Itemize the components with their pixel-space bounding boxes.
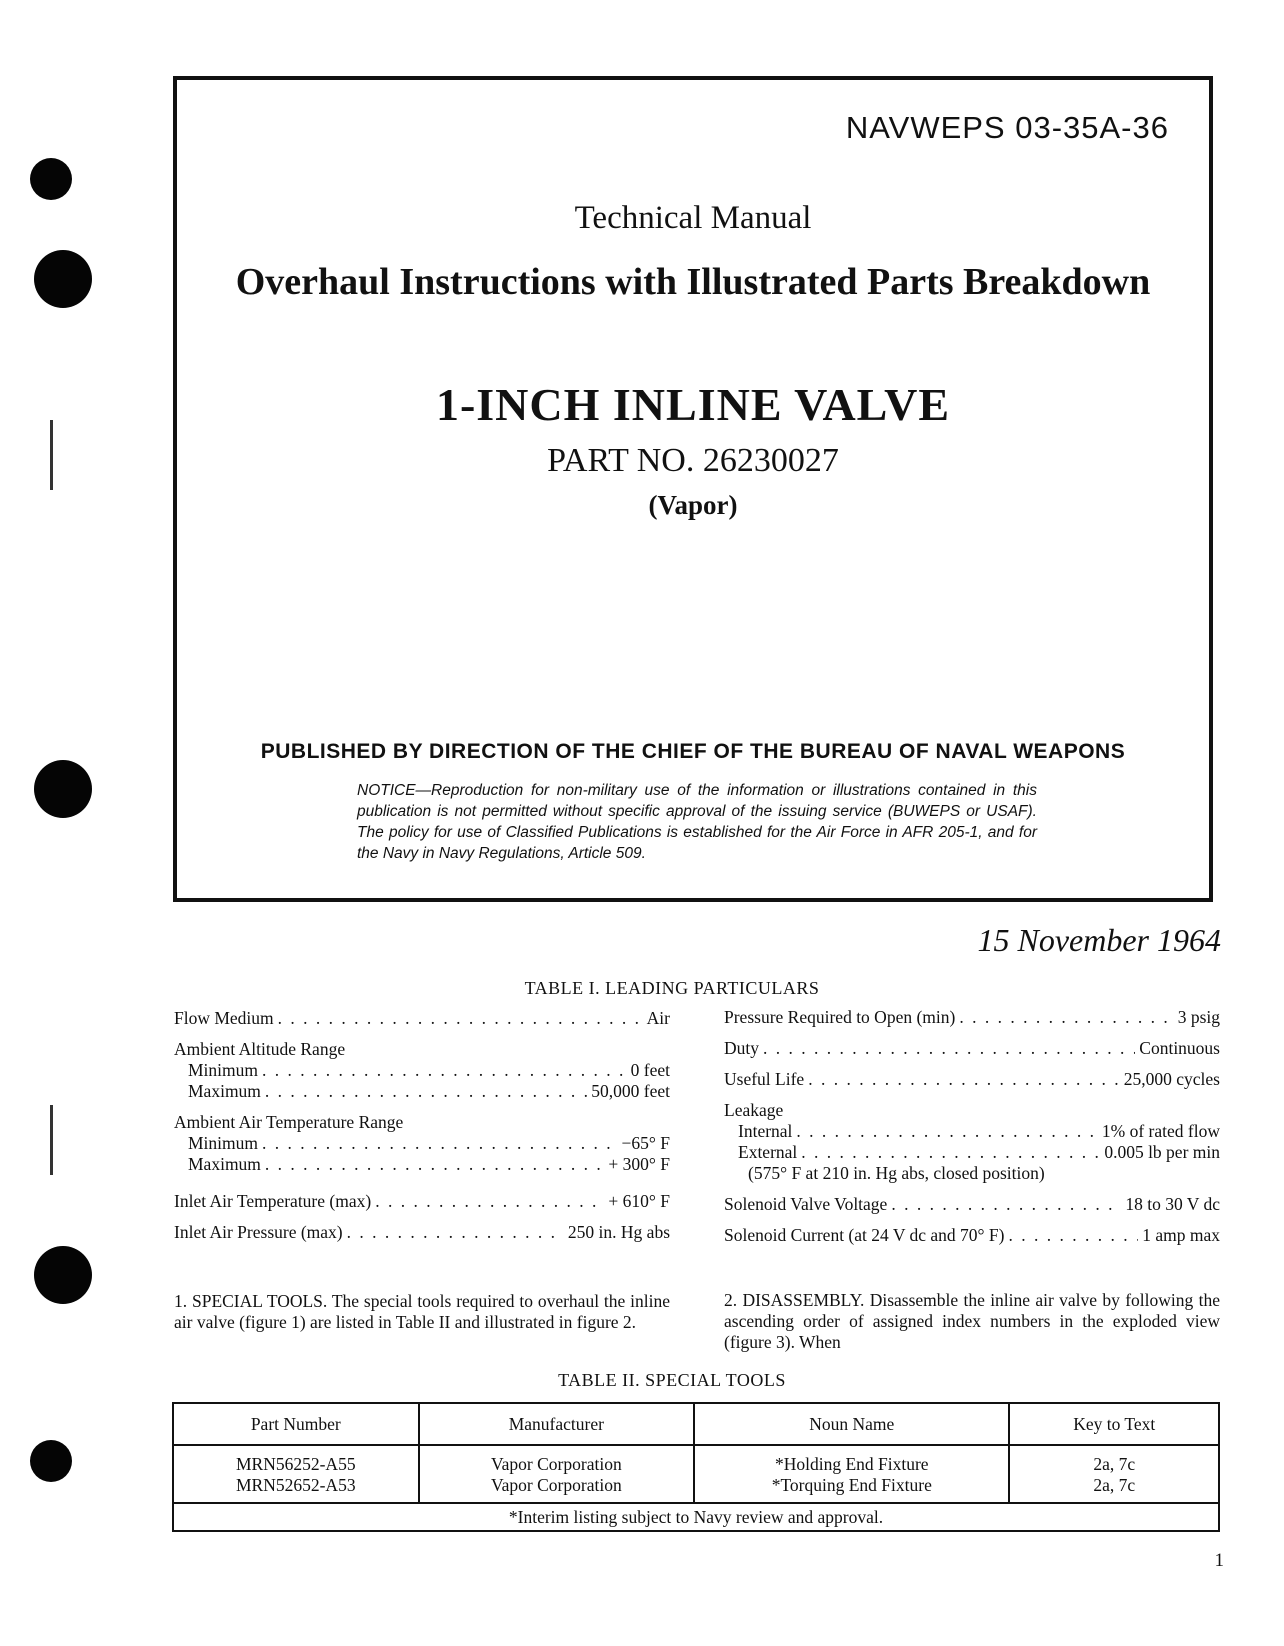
spacer [174,1029,670,1039]
leader-dots [891,1194,1121,1215]
part-number: PART NO. 26230027 [547,442,839,479]
spec-row [724,1069,1220,1090]
leader-dots [375,1191,604,1212]
spec-label: Solenoid Current (at 24 V dc and 70° F) [724,1225,1005,1245]
table-footnote-row [173,1503,1219,1531]
spacer [174,1212,670,1222]
spec-value: 18 to 30 V dc [1125,1194,1220,1214]
spec-label: Minimum [188,1060,259,1080]
binder-hole [34,1246,92,1304]
manual-type: Technical Manual [574,200,812,236]
spec-value: 0.005 lb per min [1104,1142,1220,1162]
table1-right-column [724,1007,1220,1246]
manufacturer-cell [419,1445,695,1503]
spec-group-title: Leakage [724,1100,784,1120]
leader-dots [262,1060,627,1081]
spec-row [174,1008,670,1029]
spec-label: Solenoid Valve Voltage [724,1194,888,1214]
spec-value: 250 in. Hg abs [567,1222,670,1242]
notice: NOTICE—Reproduction for non-military use of the information or illustrations contained in this publication is not permitted without specific approval of the issuing service (BUWEPS or USAF). The policy for use of Classified Publications is established for the Air Force in AFR 205-1, and for the Navy in Navy Regulations, Article 509. [357,782,1037,862]
spacer [724,1059,1220,1069]
leader-dots [262,1133,618,1154]
spec-value: Air [646,1008,670,1028]
spec-value: 25,000 cycles [1123,1069,1220,1089]
spec-label: Flow Medium [174,1008,274,1028]
table-header-row [173,1403,1219,1445]
leader-dots [763,1038,1135,1059]
spacer [724,1184,1220,1194]
spec-label: External [738,1142,798,1162]
spec-label: Internal [738,1121,793,1141]
cell-line: MRN52652-A53 [235,1475,356,1495]
spec-value: 3 psig [1177,1007,1220,1027]
special-tools-paragraph: 1. SPECIAL TOOLS. The special tools required to overhaul the inline air valve (figure 1) are listed in Table II and illustrated in figure 2. [174,1291,670,1332]
column-header: Noun Name [694,1403,1009,1445]
leader-dots [796,1121,1097,1142]
binder-hole [30,158,72,200]
spec-row [174,1154,670,1175]
table1-left-column [174,1008,670,1243]
cell-line: MRN56252-A55 [235,1454,356,1474]
spec-row [724,1121,1220,1142]
spacer [174,1102,670,1112]
leader-dots [959,1007,1173,1028]
leader-dots [347,1222,564,1243]
spec-label: Useful Life [724,1069,805,1089]
leakage-note: (575° F at 210 in. Hg abs, closed position) [748,1163,1045,1183]
table2-caption: TABLE II. SPECIAL TOOLS [558,1370,786,1390]
spec-value: −65° F [621,1133,670,1153]
cell-line: *Holding End Fixture [774,1454,929,1474]
spec-label: Minimum [188,1133,259,1153]
spec-label: Pressure Required to Open (min) [724,1007,956,1027]
cell-line: *Torquing End Fixture [771,1475,932,1495]
leader-dots [808,1069,1120,1090]
binder-hole [34,760,92,818]
binder-mark [50,420,53,490]
published-by: PUBLISHED BY DIRECTION OF THE CHIEF OF THE BUREAU OF NAVAL WEAPONS [260,740,1126,763]
publication-date: 15 November 1964 [977,922,1221,958]
key-to-text-cell [1009,1445,1219,1503]
disassembly-paragraph: 2. DISASSEMBLY. Disassemble the inline air valve by following the ascending order of assigned index numbers in the exploded view (figure 3). When [724,1290,1220,1352]
leader-dots [278,1008,643,1029]
spec-value: 50,000 feet [591,1081,670,1101]
spec-label: Maximum [188,1081,261,1101]
binder-mark [50,1105,53,1175]
spec-value: + 300° F [608,1154,670,1174]
leader-dots [1009,1225,1139,1246]
spec-row [724,1038,1220,1059]
spec-value: 0 feet [630,1060,670,1080]
spec-label: Inlet Air Temperature (max) [174,1191,372,1211]
spec-row [174,1060,670,1081]
noun-name-cell [694,1445,1009,1503]
page-number: 1 [1214,1550,1224,1571]
manual-subtitle: Overhaul Instructions with Illustrated Parts Breakdown [235,261,1151,303]
spec-row [174,1133,670,1154]
binder-hole [34,250,92,308]
spec-row [724,1007,1220,1028]
spec-row [174,1222,670,1243]
spec-label: Maximum [188,1154,261,1174]
spec-group-title: Ambient Air Temperature Range [174,1112,404,1132]
table-footnote: *Interim listing subject to Navy review and approval. [173,1503,1219,1531]
column-header: Part Number [173,1403,419,1445]
spec-group-title: Ambient Altitude Range [174,1039,346,1059]
spec-row [174,1081,670,1102]
spacer [724,1090,1220,1100]
table-row [173,1445,1219,1503]
spec-value: Continuous [1139,1038,1220,1058]
special-tools-table [172,1402,1220,1532]
title-box [173,76,1213,902]
spec-label: Inlet Air Pressure (max) [174,1222,343,1242]
spec-value: + 610° F [608,1191,670,1211]
table1-caption: TABLE I. LEADING PARTICULARS [524,978,820,998]
cell-line: Vapor Corporation [490,1454,622,1474]
cell-line: 2a, 7c [1093,1454,1136,1474]
part-number-cell [173,1445,419,1503]
leader-dots [265,1081,587,1102]
spacer [174,1175,670,1191]
binder-hole [30,1440,72,1482]
cell-line: 2a, 7c [1093,1475,1136,1495]
leader-dots [265,1154,604,1175]
item-title: 1-INCH INLINE VALVE [435,379,951,430]
variant: (Vapor) [648,490,738,520]
cell-line: Vapor Corporation [490,1475,622,1495]
spec-value: 1% of rated flow [1101,1121,1220,1141]
document-number: NAVWEPS 03-35A-36 [845,110,1169,145]
spec-label: Duty [724,1038,759,1058]
spec-row [724,1194,1220,1215]
column-header: Manufacturer [419,1403,695,1445]
spec-row [174,1191,670,1212]
spacer [724,1215,1220,1225]
spacer [724,1028,1220,1038]
spec-row [724,1225,1220,1246]
column-header: Key to Text [1009,1403,1219,1445]
spec-value: 1 amp max [1142,1225,1220,1245]
leader-dots [801,1142,1100,1163]
spec-row [724,1142,1220,1163]
